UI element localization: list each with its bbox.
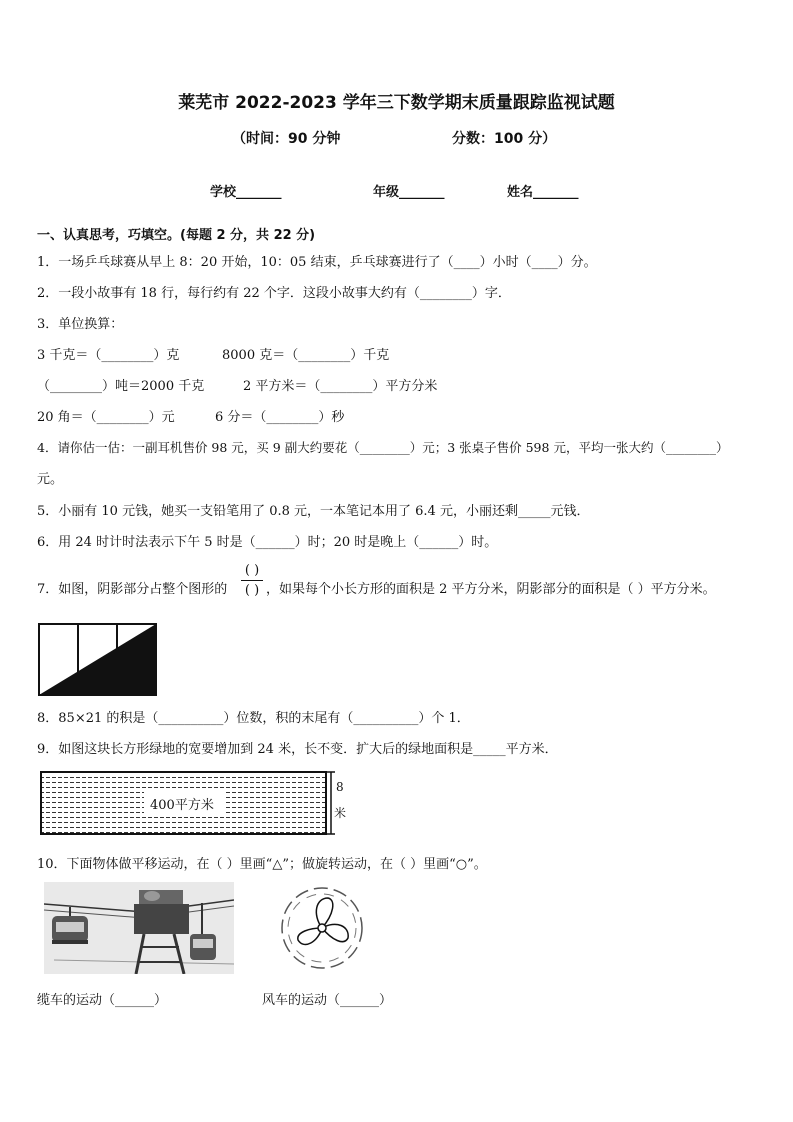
exam-time: （时间：90 分钟 (232, 131, 341, 147)
school-field: 学校_______ (210, 185, 282, 200)
question-1: 1．一场乒乓球赛从早上 8：20 开始，10：05 结束，乒乓球赛进行了（____）小时（____）分。 (37, 255, 597, 270)
fraction-bar (241, 580, 263, 581)
shaded-rectangle-figure (38, 623, 158, 697)
question-8: 8．85×21 的积是（__________）位数，积的末尾有（__________）个 1． (37, 711, 470, 726)
fraction-numerator: ( ) (244, 563, 260, 578)
cable-car-picture (44, 882, 234, 974)
page-title: 莱芜市 2022-2023 学年三下数学期末质量跟踪监视试题 (178, 93, 615, 113)
width-unit: 米 (334, 806, 347, 820)
question-9: 9．如图这块长方形绿地的宽要增加到 24 米，长不变．扩大后的绿地面积是_____平方米． (37, 742, 558, 757)
section-heading: 一、认真思考，巧填空。(每题 2 分，共 22 分) (37, 228, 316, 243)
question-3f: 6 分＝（________）秒 (215, 410, 345, 425)
windmill-fan-picture (278, 884, 366, 972)
area-label: 400平方米 (150, 798, 214, 813)
grade-field: 年级_______ (373, 185, 445, 200)
exam-score: 分数：100 分） (452, 131, 557, 147)
question-7-end: ，如果每个小长方形的面积是 2 平方分米，阴影部分的面积是（ ）平方分米。 (266, 582, 716, 597)
question-3d: 2 平方米＝（________）平方分米 (243, 379, 438, 394)
cable-car-caption: 缆车的运动（______） (37, 993, 168, 1008)
question-4-tail: 元。 (37, 472, 64, 487)
fraction-denominator: ( ) (244, 583, 260, 598)
question-6: 6．用 24 时计时法表示下午 5 时是（______）时；20 时是晚上（______）时。 (37, 535, 498, 550)
question-3a: 3 千克＝（________）克 (37, 348, 180, 363)
question-10: 10．下面物体做平移运动，在（ ）里画“△”；做旋转运动，在（ ）里画“○”。 (37, 857, 487, 872)
windmill-caption: 风车的运动（______） (262, 993, 393, 1008)
question-7-start: 7．如图，阴影部分占整个图形的 (37, 582, 228, 597)
name-field: 姓名_______ (507, 185, 579, 200)
fraction-blank (241, 563, 263, 598)
question-5: 5．小丽有 10 元钱，她买一支铅笔用了 0.8 元，一本笔记本用了 6.4 元，小丽还剩_____元钱． (37, 504, 590, 519)
width-number: 8 (336, 780, 344, 794)
question-3b: 8000 克＝（________）千克 (222, 348, 390, 363)
question-4: 4．请你估一估：一副耳机售价 98 元，买 9 副大约要花（________）元；3 张桌子售价 598 元，平均一张大约（________） (37, 440, 729, 455)
question-3-heading: 3．单位换算： (37, 317, 124, 332)
question-3e: 20 角＝（________）元 (37, 410, 175, 425)
question-2: 2．一段小故事有 18 行，每行约有 22 个字．这段小故事大约有（________）字． (37, 286, 511, 301)
question-3c: （________）吨＝2000 千克 (37, 379, 205, 394)
